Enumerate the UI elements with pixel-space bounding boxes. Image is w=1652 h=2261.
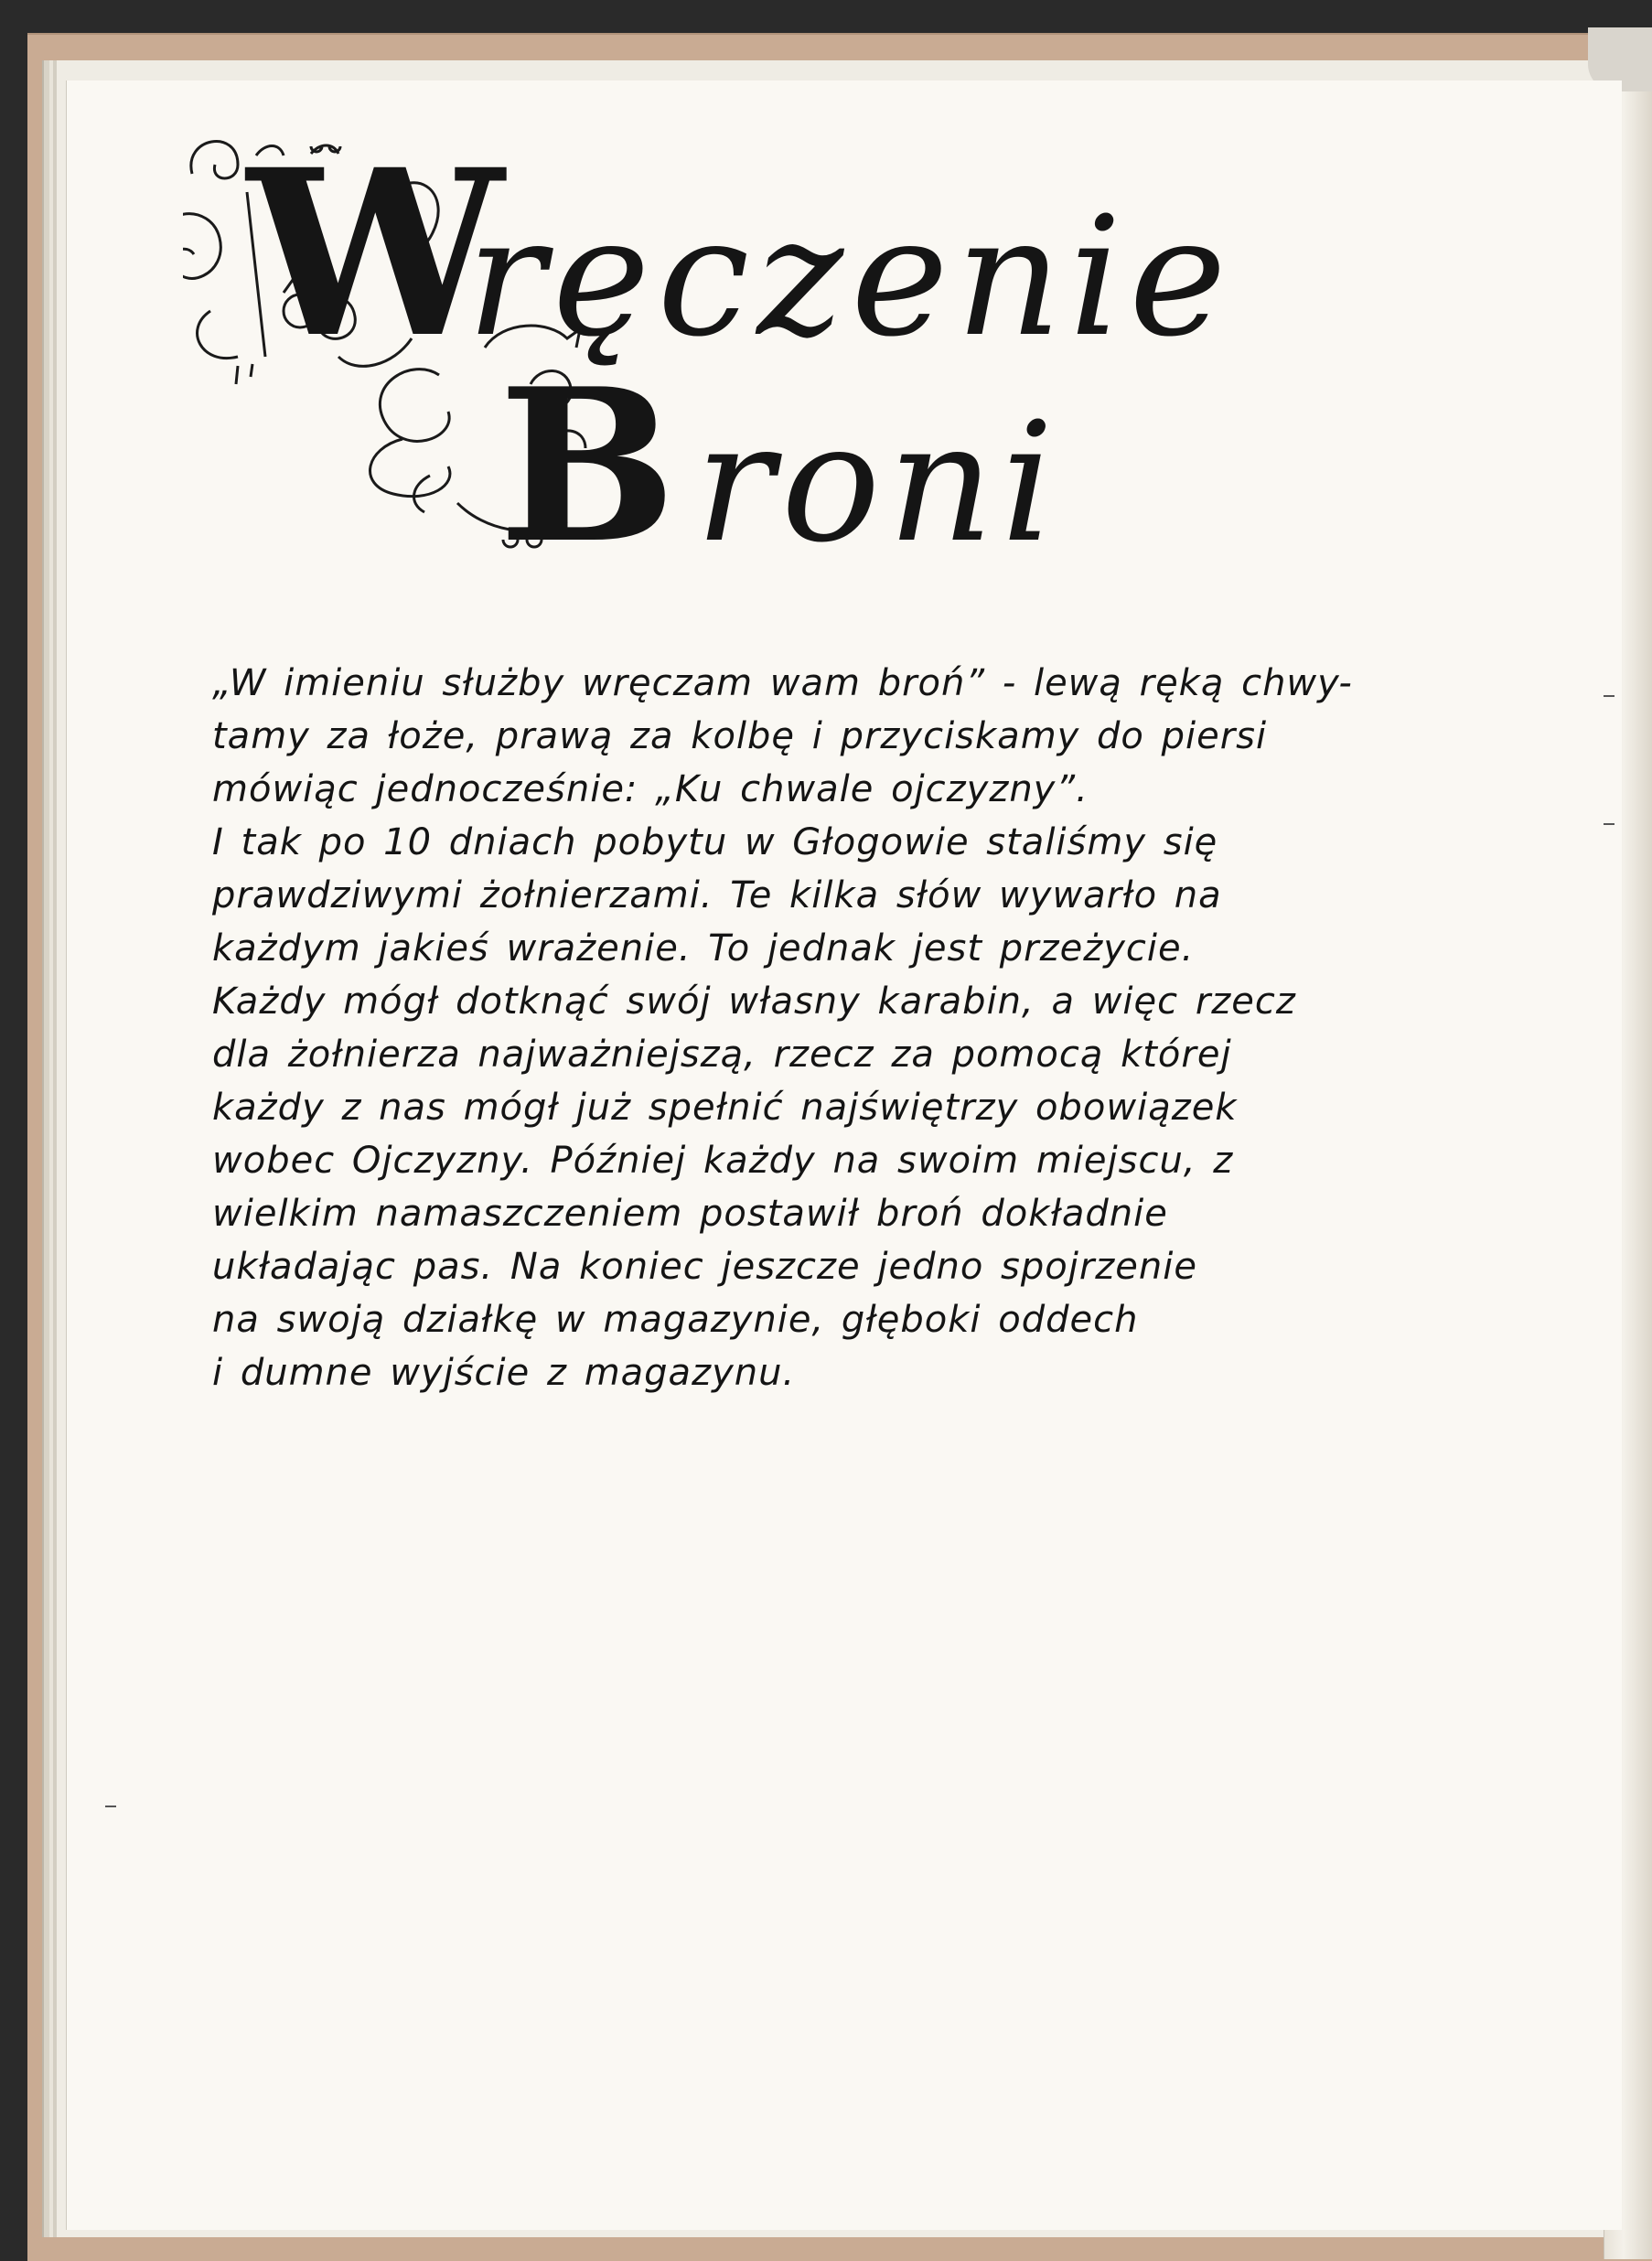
margin-mark bbox=[1604, 695, 1614, 697]
handwritten-text bbox=[212, 657, 1529, 1399]
page-title bbox=[183, 137, 1372, 595]
text-line: każdy z nas mógł już spełnić najświętrzy obowiązek bbox=[212, 1087, 1238, 1129]
text-line: wielkim namaszczeniem postawił broń dokładnie bbox=[212, 1193, 1168, 1235]
title-initial-b: B bbox=[499, 343, 677, 590]
text-line: prawdziwymi żołnierzami. Te kilka słów wywarło na bbox=[212, 874, 1222, 916]
decorative-title bbox=[183, 137, 1372, 595]
text-line: każdym jakieś wrażenie. To jednak jest przeżycie. bbox=[212, 927, 1195, 970]
text-line: dla żołnierza najważniejszą, rzecz za pomocą której bbox=[212, 1034, 1232, 1076]
text-line: układając pas. Na koniec jeszcze jedno spojrzenie bbox=[212, 1246, 1197, 1288]
text-line: na swoją działkę w magazynie, głęboki oddech bbox=[212, 1299, 1139, 1341]
title-initial-w: W bbox=[247, 137, 504, 388]
text-line: mówiąc jednocześnie: „Ku chwale ojczyzny”. bbox=[212, 768, 1089, 810]
text-line: i dumne wyjście z magazynu. bbox=[212, 1352, 796, 1394]
text-line: „W imieniu służby wręczam wam broń” - lewą ręką chwy- bbox=[212, 662, 1353, 704]
text-line: I tak po 10 dniach pobytu w Głogowie staliśmy się bbox=[212, 821, 1218, 863]
margin-mark bbox=[105, 1806, 116, 1807]
margin-mark bbox=[1604, 823, 1614, 825]
text-line: tamy za łoże, prawą za kolbę i przyciskamy do piersi bbox=[212, 715, 1268, 757]
title-word-1: ręczenie bbox=[467, 182, 1234, 373]
text-line: wobec Ojczyzny. Później każdy na swoim miejscu, z bbox=[212, 1140, 1234, 1182]
text-line: Każdy mógł dotknąć swój własny karabin, a więc rzecz bbox=[212, 980, 1296, 1023]
title-word-2: roni bbox=[695, 388, 1061, 579]
